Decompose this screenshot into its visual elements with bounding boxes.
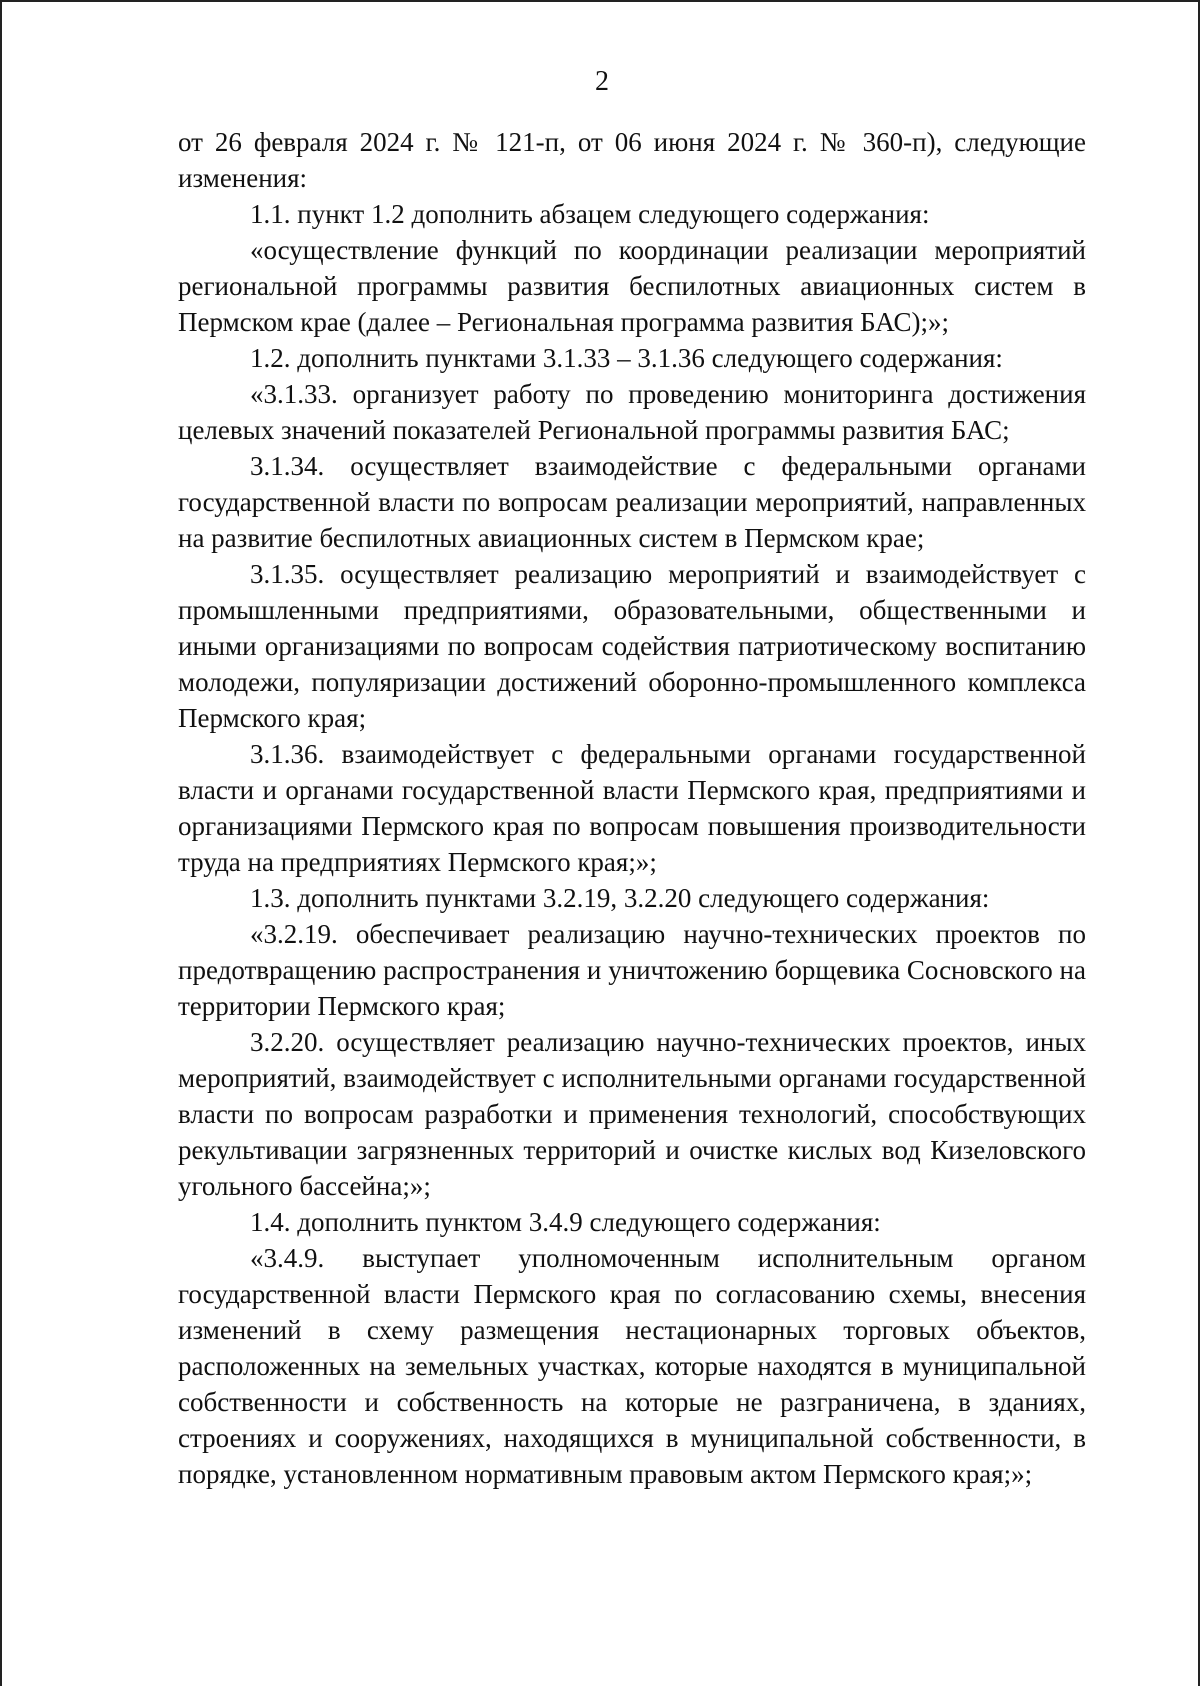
page-number: 2	[595, 66, 609, 97]
document-body	[178, 124, 1086, 1492]
paragraph-10: «3.2.19. обеспечивает реализацию научно-технических проектов по предотвращению распространения и уничтожению борщевика Сосновского на территории Пермского края;	[178, 919, 1086, 1021]
paragraph-2: 1.1. пункт 1.2 дополнить абзацем следующего содержания:	[250, 199, 930, 229]
paragraph-8: 3.1.36. взаимодействует с федеральными органами государственной власти и органами государственной власти Пермского края, предприятиями и организациями Пермского края по вопросам повышения производительности труда на предприятиях Пермского края;»;	[178, 739, 1086, 877]
paragraph-6: 3.1.34. осуществляет взаимодействие с федеральными органами государственной власти по вопросам реализации мероприятий, направленных на развитие беспилотных авиационных систем в Пермском крае;	[178, 451, 1086, 553]
paragraph-3: «осуществление функций по координации реализации мероприятий региональной программы развития беспилотных авиационных систем в Пермском крае (далее – Региональная программа развития БАС);»;	[178, 235, 1086, 337]
paragraph-13: «3.4.9. выступает уполномоченным исполнительным органом государственной власти Пермского края по согласованию схемы, внесения изменений в схему размещения нестационарных торговых объектов, расположенных на земельных участках, которые находятся в муниципальной собственности и собственность на которые не разграничена, в зданиях, строениях и сооружениях, находящихся в муниципальной собственности, в порядке, установленном нормативным правовым актом Пермского края;»;	[178, 1243, 1086, 1489]
paragraph-5: «3.1.33. организует работу по проведению мониторинга достижения целевых значений показателей Региональной программы развития БАС;	[178, 379, 1086, 445]
paragraph-4: 1.2. дополнить пунктами 3.1.33 – 3.1.36 следующего содержания:	[250, 343, 1003, 373]
paragraph-7: 3.1.35. осуществляет реализацию мероприятий и взаимодействует с промышленными предприятиями, образовательными, общественными и иными организациями по вопросам содействия патриотическому воспитанию молодежи, популяризации достижений оборонно-промышленного комплекса Пермского края;	[178, 559, 1086, 733]
paragraph-11: 3.2.20. осуществляет реализацию научно-технических проектов, иных мероприятий, взаимодействует с исполнительными органами государственной власти по вопросам разработки и применения технологий, способствующих рекультивации загрязненных территорий и очистке кислых вод Кизеловского угольного бассейна;»;	[178, 1027, 1086, 1201]
paragraph-12: 1.4. дополнить пунктом 3.4.9 следующего содержания:	[250, 1207, 881, 1237]
paragraph-9: 1.3. дополнить пунктами 3.2.19, 3.2.20 следующего содержания:	[250, 883, 990, 913]
paragraph-1: от 26 февраля 2024 г. № 121-п, от 06 июня 2024 г. № 360-п), следующие изменения:	[178, 127, 1086, 193]
